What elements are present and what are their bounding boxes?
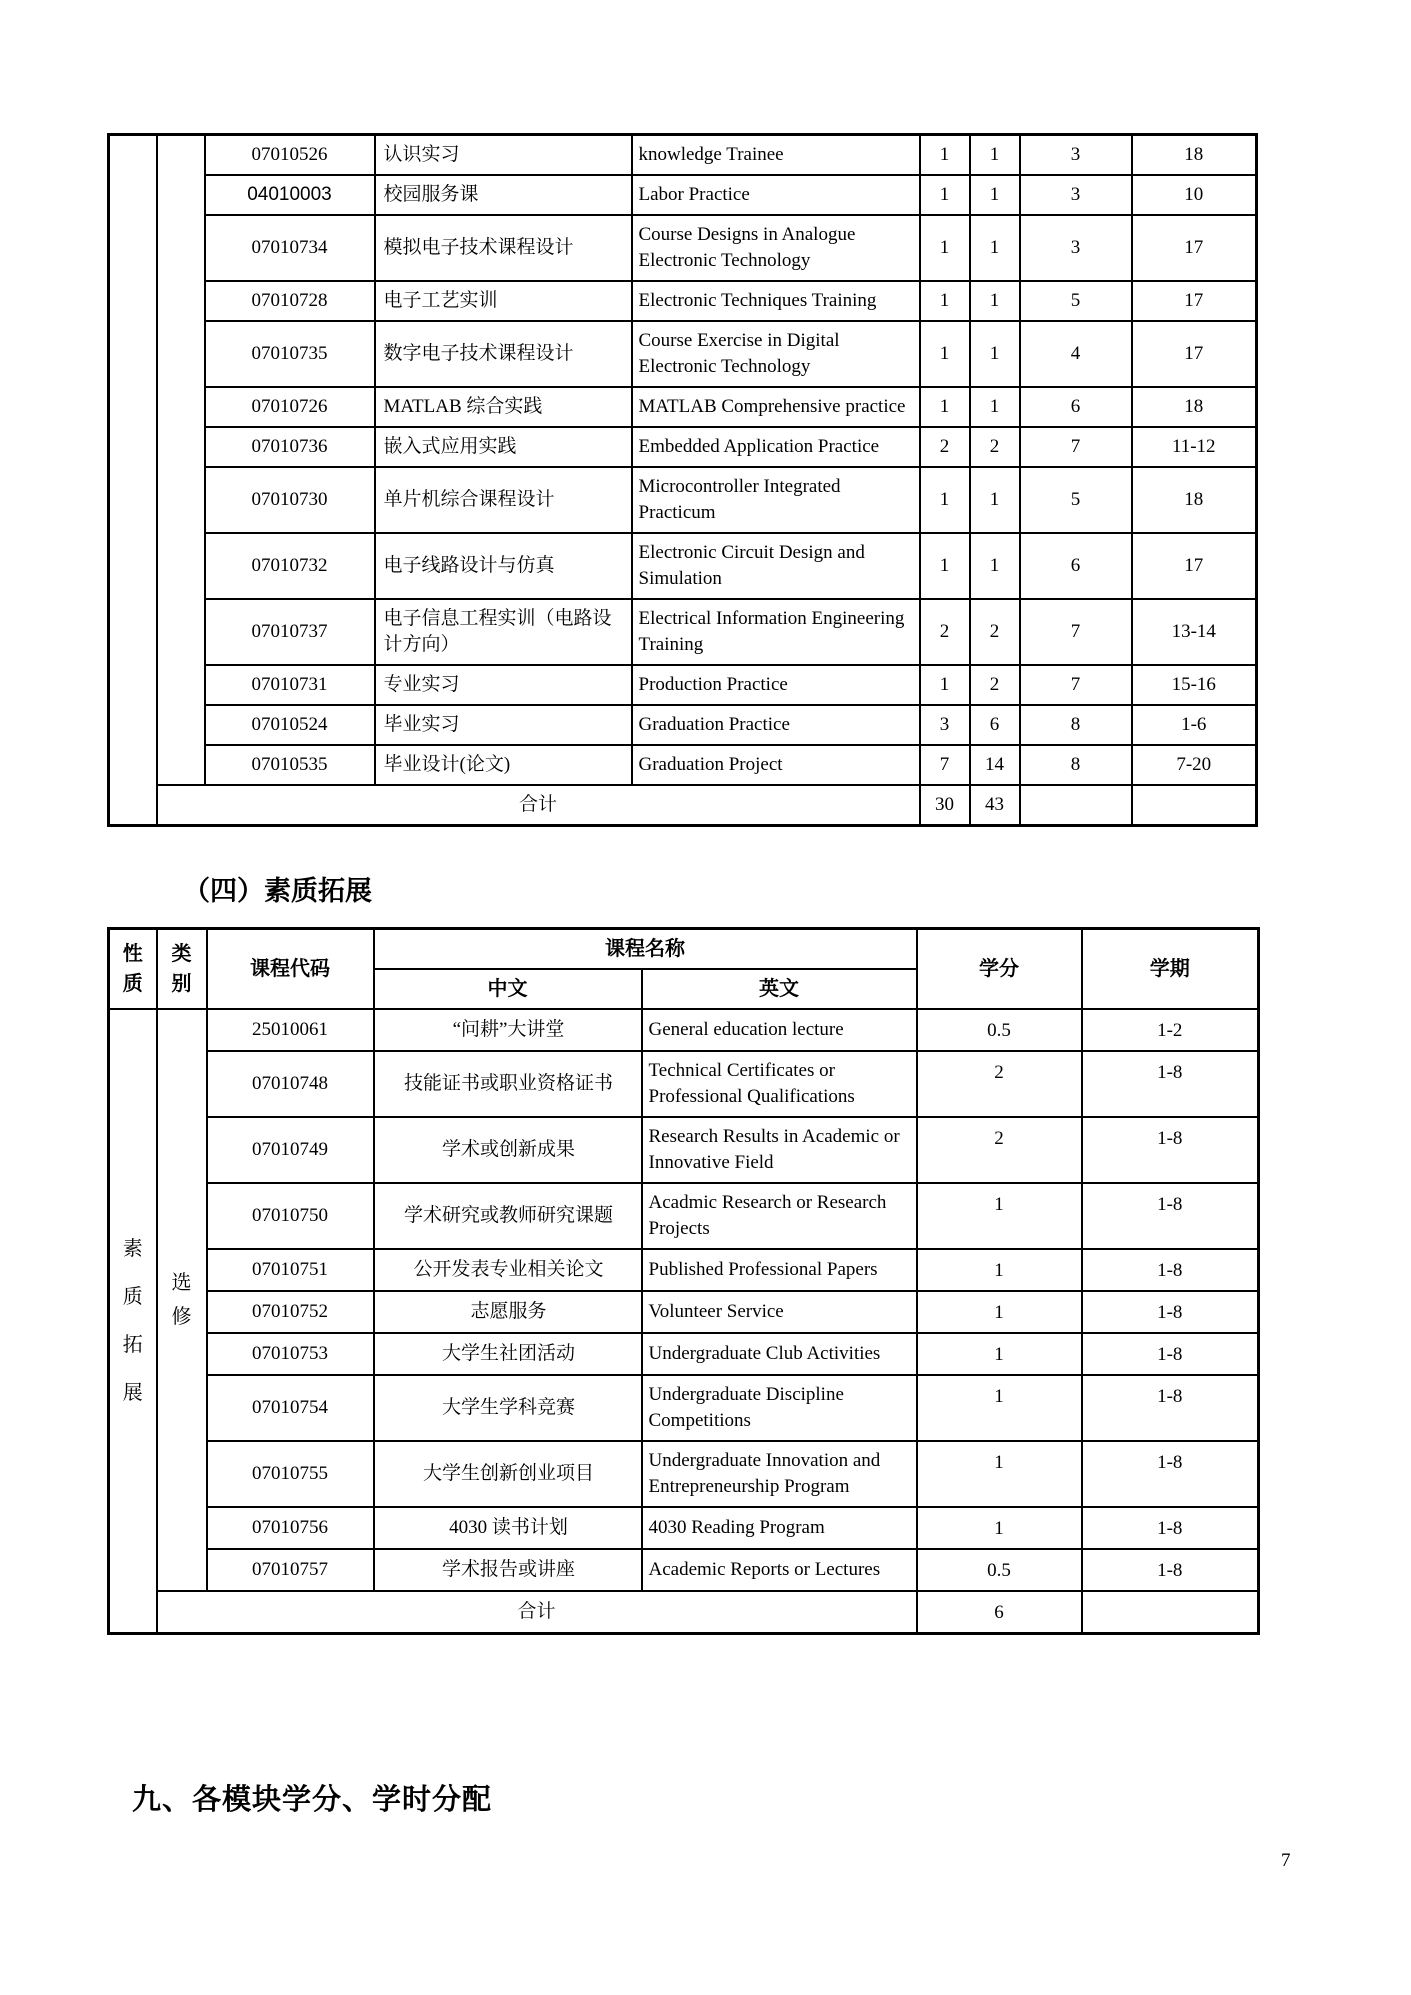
course-code-cell: 07010535 xyxy=(205,745,375,785)
course-name-cn-cell: 志愿服务 xyxy=(374,1291,642,1333)
col-header-course-name: 课程名称 xyxy=(374,929,917,970)
week-credit-cell: 1 xyxy=(970,135,1020,176)
week-credit-cell: 2 xyxy=(970,599,1020,665)
nature-column-empty-cell xyxy=(109,135,157,826)
semester-cell: 1-8 xyxy=(1082,1333,1259,1375)
semester-cell: 1-8 xyxy=(1082,1507,1259,1549)
credit-cell: 1 xyxy=(920,467,970,533)
credit-cell: 1 xyxy=(920,215,970,281)
table-row xyxy=(109,175,1257,215)
table-row xyxy=(109,1507,1259,1549)
weeks-cell: 15-16 xyxy=(1132,665,1257,705)
col-header-nature: 性质 xyxy=(109,929,157,1010)
table-row xyxy=(109,281,1257,321)
table-row xyxy=(109,135,1257,176)
total-weeks-cell xyxy=(1132,785,1257,826)
semester-cell: 1-8 xyxy=(1082,1441,1259,1507)
week-credit-cell: 1 xyxy=(970,281,1020,321)
weeks-cell: 18 xyxy=(1132,467,1257,533)
weeks-cell: 17 xyxy=(1132,281,1257,321)
credit-cell: 2 xyxy=(920,599,970,665)
course-code-cell: 07010734 xyxy=(205,215,375,281)
course-name-en-cell: Undergraduate Discipline Competitions xyxy=(642,1375,917,1441)
week-credit-cell: 1 xyxy=(970,467,1020,533)
course-name-cn-cell: 毕业设计(论文) xyxy=(375,745,632,785)
week-credit-cell: 1 xyxy=(970,175,1020,215)
course-name-en-cell: Undergraduate Innovation and Entrepreneurship Program xyxy=(642,1441,917,1507)
course-name-en-cell: Research Results in Academic or Innovative Field xyxy=(642,1117,917,1183)
credit-cell: 3 xyxy=(920,705,970,745)
course-name-cn-cell: 电子线路设计与仿真 xyxy=(375,533,632,599)
course-name-cn-cell: 专业实习 xyxy=(375,665,632,705)
course-name-cn-cell: 嵌入式应用实践 xyxy=(375,427,632,467)
semester-cell: 1-8 xyxy=(1082,1183,1259,1249)
semester-cell: 4 xyxy=(1020,321,1132,387)
col-header-chinese: 中文 xyxy=(374,969,642,1009)
course-name-cn-cell: MATLAB 综合实践 xyxy=(375,387,632,427)
course-code-cell: 07010749 xyxy=(207,1117,374,1183)
credit-cell: 1 xyxy=(917,1441,1082,1507)
course-name-en-cell: knowledge Trainee xyxy=(632,135,920,176)
semester-cell: 8 xyxy=(1020,705,1132,745)
section-heading-module-credit-allocation: 九、各模块学分、学时分配 xyxy=(132,1784,493,1816)
table-row xyxy=(109,215,1257,281)
table-row xyxy=(109,1549,1259,1591)
course-name-cn-cell: 公开发表专业相关论文 xyxy=(374,1249,642,1291)
semester-cell: 1-8 xyxy=(1082,1051,1259,1117)
semester-cell: 1-8 xyxy=(1082,1291,1259,1333)
week-credit-cell: 1 xyxy=(970,533,1020,599)
total-week-credit-cell: 43 xyxy=(970,785,1020,826)
course-code-cell: 07010753 xyxy=(207,1333,374,1375)
category-group-cell: 选修 xyxy=(157,1009,207,1591)
category-column-empty-cell xyxy=(157,135,205,786)
semester-cell: 1-2 xyxy=(1082,1009,1259,1051)
total-semester-cell xyxy=(1020,785,1132,826)
credit-cell: 1 xyxy=(917,1291,1082,1333)
course-name-en-cell: Graduation Practice xyxy=(632,705,920,745)
credit-cell: 0.5 xyxy=(917,1549,1082,1591)
course-code-cell: 07010757 xyxy=(207,1549,374,1591)
course-name-cn-cell: 数字电子技术课程设计 xyxy=(375,321,632,387)
weeks-cell: 17 xyxy=(1132,321,1257,387)
credit-cell: 1 xyxy=(920,321,970,387)
course-code-cell: 25010061 xyxy=(207,1009,374,1051)
table-row xyxy=(109,1009,1259,1051)
course-code-cell: 07010754 xyxy=(207,1375,374,1441)
credit-cell: 1 xyxy=(917,1333,1082,1375)
semester-cell: 1-8 xyxy=(1082,1375,1259,1441)
credit-cell: 1 xyxy=(920,175,970,215)
col-header-english: 英文 xyxy=(642,969,917,1009)
weeks-cell: 13-14 xyxy=(1132,599,1257,665)
course-name-cn-cell: “问耕”大讲堂 xyxy=(374,1009,642,1051)
course-name-en-cell: Production Practice xyxy=(632,665,920,705)
credit-cell: 1 xyxy=(920,533,970,599)
page-number: 7 xyxy=(1281,1850,1291,1871)
total-label-cell: 合计 xyxy=(157,1591,917,1634)
table-header xyxy=(109,929,1259,1010)
course-name-en-cell: Electrical Information Engineering Training xyxy=(632,599,920,665)
week-credit-cell: 1 xyxy=(970,215,1020,281)
course-name-cn-cell: 电子工艺实训 xyxy=(375,281,632,321)
course-code-cell: 07010755 xyxy=(207,1441,374,1507)
table-row xyxy=(109,1375,1259,1441)
course-name-cn-cell: 学术或创新成果 xyxy=(374,1117,642,1183)
total-credit-cell: 6 xyxy=(917,1591,1082,1634)
total-label-cell: 合计 xyxy=(157,785,920,826)
course-name-en-cell: Undergraduate Club Activities xyxy=(642,1333,917,1375)
week-credit-cell: 2 xyxy=(970,427,1020,467)
semester-cell: 1-8 xyxy=(1082,1549,1259,1591)
course-code-cell: 07010726 xyxy=(205,387,375,427)
credit-cell: 1 xyxy=(917,1183,1082,1249)
course-name-cn-cell: 大学生创新创业项目 xyxy=(374,1441,642,1507)
semester-cell: 5 xyxy=(1020,281,1132,321)
practice-courses-table xyxy=(107,133,1258,827)
credit-cell: 2 xyxy=(920,427,970,467)
credit-cell: 0.5 xyxy=(917,1009,1082,1051)
credit-cell: 1 xyxy=(920,665,970,705)
weeks-cell: 18 xyxy=(1132,387,1257,427)
weeks-cell: 18 xyxy=(1132,135,1257,176)
weeks-cell: 7-20 xyxy=(1132,745,1257,785)
course-name-cn-cell: 毕业实习 xyxy=(375,705,632,745)
course-name-en-cell: Labor Practice xyxy=(632,175,920,215)
col-header-semester: 学期 xyxy=(1082,929,1259,1010)
table-row xyxy=(109,1117,1259,1183)
course-code-cell: 07010756 xyxy=(207,1507,374,1549)
course-name-cn-cell: 校园服务课 xyxy=(375,175,632,215)
course-code-cell: 07010752 xyxy=(207,1291,374,1333)
course-name-en-cell: General education lecture xyxy=(642,1009,917,1051)
course-name-cn-cell: 模拟电子技术课程设计 xyxy=(375,215,632,281)
semester-cell: 3 xyxy=(1020,215,1132,281)
semester-cell: 1-8 xyxy=(1082,1249,1259,1291)
quality-expansion-table xyxy=(107,927,1260,1635)
course-name-cn-cell: 4030 读书计划 xyxy=(374,1507,642,1549)
table-row xyxy=(109,533,1257,599)
course-code-cell: 07010728 xyxy=(205,281,375,321)
table-row xyxy=(109,467,1257,533)
course-name-cn-cell: 大学生学科竞赛 xyxy=(374,1375,642,1441)
semester-cell: 5 xyxy=(1020,467,1132,533)
semester-cell: 8 xyxy=(1020,745,1132,785)
credit-cell: 1 xyxy=(917,1507,1082,1549)
course-name-en-cell: Course Exercise in Digital Electronic Technology xyxy=(632,321,920,387)
table-row xyxy=(109,427,1257,467)
weeks-cell: 10 xyxy=(1132,175,1257,215)
semester-cell: 7 xyxy=(1020,665,1132,705)
col-header-credit: 学分 xyxy=(917,929,1082,1010)
credit-cell: 1 xyxy=(917,1249,1082,1291)
course-code-cell: 07010732 xyxy=(205,533,375,599)
course-name-cn-cell: 技能证书或职业资格证书 xyxy=(374,1051,642,1117)
total-semester-cell xyxy=(1082,1591,1259,1634)
course-code-cell: 07010526 xyxy=(205,135,375,176)
semester-cell: 6 xyxy=(1020,533,1132,599)
credit-cell: 7 xyxy=(920,745,970,785)
course-code-cell: 07010730 xyxy=(205,467,375,533)
credit-cell: 1 xyxy=(920,281,970,321)
credit-cell: 1 xyxy=(920,135,970,176)
semester-cell: 6 xyxy=(1020,387,1132,427)
course-code-cell: 04010003 xyxy=(205,175,375,215)
course-code-cell: 07010737 xyxy=(205,599,375,665)
course-name-en-cell: Electronic Techniques Training xyxy=(632,281,920,321)
course-name-en-cell: Embedded Application Practice xyxy=(632,427,920,467)
table-row xyxy=(109,599,1257,665)
weeks-cell: 17 xyxy=(1132,215,1257,281)
course-name-cn-cell: 学术报告或讲座 xyxy=(374,1549,642,1591)
credit-cell: 1 xyxy=(917,1375,1082,1441)
week-credit-cell: 1 xyxy=(970,321,1020,387)
course-code-cell: 07010735 xyxy=(205,321,375,387)
course-code-cell: 07010736 xyxy=(205,427,375,467)
week-credit-cell: 6 xyxy=(970,705,1020,745)
table-row xyxy=(109,321,1257,387)
table-row xyxy=(109,1333,1259,1375)
course-name-en-cell: Graduation Project xyxy=(632,745,920,785)
table-row xyxy=(109,745,1257,785)
weeks-cell: 1-6 xyxy=(1132,705,1257,745)
nature-group-cell: 素质拓展 xyxy=(109,1009,157,1634)
course-name-en-cell: Acadmic Research or Research Projects xyxy=(642,1183,917,1249)
table-row xyxy=(109,1291,1259,1333)
week-credit-cell: 2 xyxy=(970,665,1020,705)
table-row xyxy=(109,705,1257,745)
course-name-en-cell: MATLAB Comprehensive practice xyxy=(632,387,920,427)
total-row xyxy=(109,785,1257,826)
course-code-cell: 07010751 xyxy=(207,1249,374,1291)
semester-cell: 3 xyxy=(1020,135,1132,176)
weeks-cell: 17 xyxy=(1132,533,1257,599)
col-header-category: 类别 xyxy=(157,929,207,1010)
course-name-en-cell: Academic Reports or Lectures xyxy=(642,1549,917,1591)
semester-cell: 7 xyxy=(1020,427,1132,467)
course-name-cn-cell: 单片机综合课程设计 xyxy=(375,467,632,533)
table-row xyxy=(109,1441,1259,1507)
credit-cell: 1 xyxy=(920,387,970,427)
table-row xyxy=(109,387,1257,427)
course-name-cn-cell: 学术研究或教师研究课题 xyxy=(374,1183,642,1249)
course-code-cell: 07010750 xyxy=(207,1183,374,1249)
total-row xyxy=(109,1591,1259,1634)
course-name-cn-cell: 电子信息工程实训（电路设计方向） xyxy=(375,599,632,665)
weeks-cell: 11-12 xyxy=(1132,427,1257,467)
course-code-cell: 07010731 xyxy=(205,665,375,705)
course-name-en-cell: Technical Certificates or Professional Qualifications xyxy=(642,1051,917,1117)
course-name-en-cell: Microcontroller Integrated Practicum xyxy=(632,467,920,533)
total-credit-cell: 30 xyxy=(920,785,970,826)
table-row xyxy=(109,1183,1259,1249)
week-credit-cell: 1 xyxy=(970,387,1020,427)
semester-cell: 7 xyxy=(1020,599,1132,665)
course-name-en-cell: Electronic Circuit Design and Simulation xyxy=(632,533,920,599)
table-row xyxy=(109,1051,1259,1117)
course-name-cn-cell: 大学生社团活动 xyxy=(374,1333,642,1375)
course-code-cell: 07010524 xyxy=(205,705,375,745)
course-name-en-cell: Volunteer Service xyxy=(642,1291,917,1333)
semester-cell: 1-8 xyxy=(1082,1117,1259,1183)
table-row xyxy=(109,1249,1259,1291)
course-name-en-cell: 4030 Reading Program xyxy=(642,1507,917,1549)
course-name-en-cell: Course Designs in Analogue Electronic Technology xyxy=(632,215,920,281)
course-name-cn-cell: 认识实习 xyxy=(375,135,632,176)
section-heading-quality-expansion: （四）素质拓展 xyxy=(183,876,372,906)
credit-cell: 2 xyxy=(917,1051,1082,1117)
course-name-en-cell: Published Professional Papers xyxy=(642,1249,917,1291)
credit-cell: 2 xyxy=(917,1117,1082,1183)
semester-cell: 3 xyxy=(1020,175,1132,215)
col-header-course-code: 课程代码 xyxy=(207,929,374,1010)
week-credit-cell: 14 xyxy=(970,745,1020,785)
table-row xyxy=(109,665,1257,705)
table-header-row xyxy=(109,929,1259,970)
course-code-cell: 07010748 xyxy=(207,1051,374,1117)
